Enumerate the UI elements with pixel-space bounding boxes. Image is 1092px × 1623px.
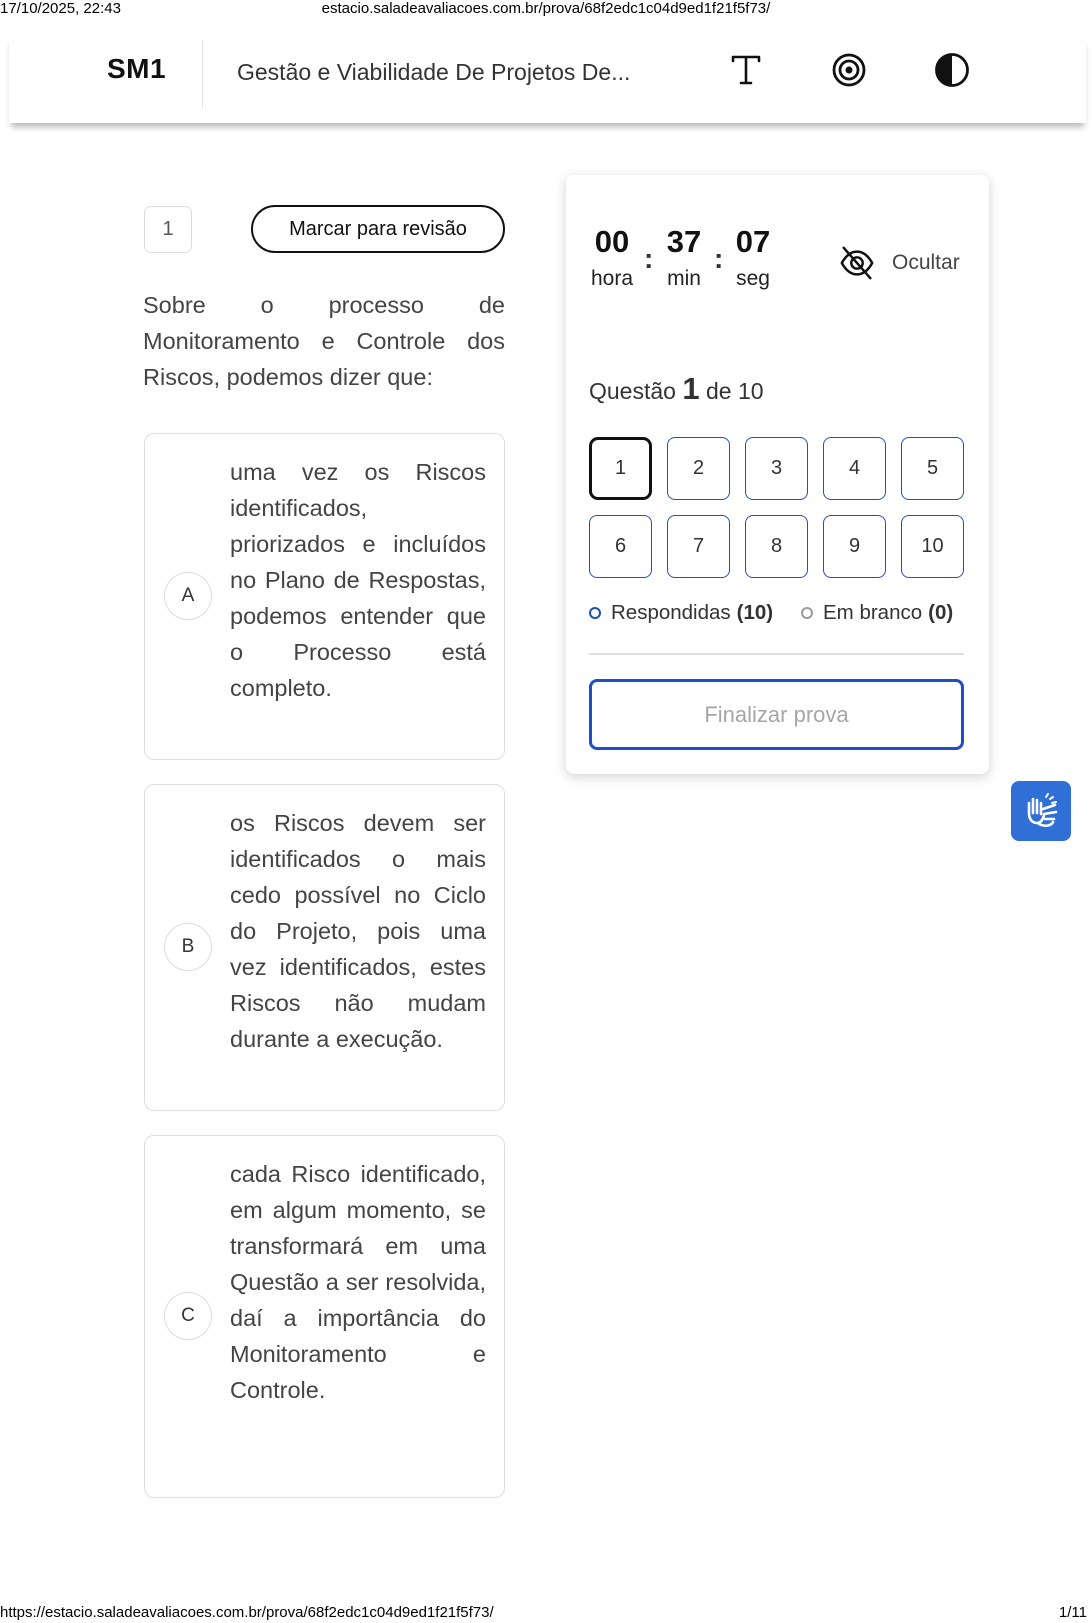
question-nav-button[interactable]: 8	[745, 515, 808, 578]
timer-seconds	[732, 223, 774, 291]
legend-blank-count: (0)	[928, 601, 954, 624]
topbar-divider	[202, 39, 203, 109]
legend-blank-label: Em branco	[823, 601, 923, 624]
print-footer	[0, 1604, 1092, 1623]
finish-exam-button[interactable]: Finalizar prova	[589, 679, 964, 750]
exam-side-panel	[566, 175, 989, 774]
option-text: uma vez os Riscos identificados, priorizados e incluídos no Plano de Respostas, podemos entender que o Processo está completo.	[230, 459, 486, 701]
print-page-number: 1/11	[1058, 1604, 1087, 1621]
contrast-icon[interactable]	[934, 52, 970, 88]
question-nav-button[interactable]: 3	[745, 437, 808, 500]
font-size-icon[interactable]	[728, 52, 764, 88]
question-text: Sobre o processo de Monitoramento e Controle dos Riscos, podemos dizer que:	[143, 292, 505, 390]
question-nav-button[interactable]: 4	[823, 437, 886, 500]
legend-answered-count: (10)	[736, 601, 774, 624]
timer-hours	[588, 223, 636, 291]
logo: SM1	[107, 53, 167, 84]
sign-language-hands-icon	[1021, 791, 1061, 831]
course-title: Gestão e Viabilidade De Projetos De...	[237, 59, 631, 85]
question-nav-button[interactable]: 6	[589, 515, 652, 578]
eye-off-icon	[838, 244, 876, 282]
question-nav-button[interactable]: 1	[589, 437, 652, 500]
timer-seconds-label: seg	[736, 267, 770, 290]
progress-suffix: de 10	[705, 378, 764, 404]
legend-answered	[589, 601, 773, 625]
question-nav-button[interactable]: 7	[667, 515, 730, 578]
option-letter: C	[164, 1292, 212, 1340]
timer-separator: :	[644, 243, 654, 274]
timer-hours-value: 00	[594, 224, 630, 259]
hide-timer-button[interactable]	[838, 243, 960, 283]
sign-language-button[interactable]	[1011, 781, 1071, 841]
timer-minutes-value: 37	[666, 224, 702, 259]
timer-seconds-value: 07	[735, 224, 771, 259]
timer-minutes	[662, 223, 706, 291]
question-nav-button[interactable]: 2	[667, 437, 730, 500]
legend-blank	[801, 601, 953, 625]
option-b[interactable]	[144, 784, 505, 1111]
answered-dot-icon	[589, 607, 601, 619]
option-text: os Riscos devem ser identificados o mais cedo possível no Ciclo do Projeto, pois uma vez identificados, estes Riscos não mudam durante a execução.	[230, 810, 486, 1052]
print-url: estacio.saladeavaliacoes.com.br/prova/68f2edc1c04d9ed1f21f5f73/	[321, 0, 771, 17]
question-nav-button[interactable]: 10	[901, 515, 964, 578]
print-footer-url: https://estacio.saladeavaliacoes.com.br/prova/68f2edc1c04d9ed1f21f5f73/	[0, 1604, 494, 1621]
mark-for-review-button[interactable]: Marcar para revisão	[251, 205, 505, 253]
timer-separator: :	[714, 243, 724, 274]
option-text: cada Risco identificado, em algum momento, se transformará em uma Questão a ser resolvida, daí a importância do Monitoramento e Controle.	[230, 1161, 486, 1403]
timer-hours-label: hora	[590, 267, 634, 290]
panel-divider	[589, 653, 964, 655]
top-bar	[9, 37, 1086, 123]
question-progress	[589, 371, 764, 407]
hide-timer-label: Ocultar	[892, 251, 960, 274]
option-letter: A	[164, 572, 212, 620]
question-nav-button[interactable]: 9	[823, 515, 886, 578]
question-number: 1	[144, 206, 192, 253]
option-a[interactable]	[144, 433, 505, 760]
focus-target-icon[interactable]	[831, 52, 867, 88]
print-datetime: 17/10/2025, 22:43	[0, 0, 121, 17]
progress-prefix: Questão	[589, 378, 676, 404]
legend-answered-label: Respondidas	[611, 601, 731, 624]
print-header	[0, 0, 1092, 20]
progress-current: 1	[682, 371, 700, 406]
blank-dot-icon	[801, 607, 813, 619]
option-c[interactable]	[144, 1135, 505, 1498]
option-letter: B	[164, 923, 212, 971]
timer-minutes-label: min	[667, 267, 701, 290]
question-nav-button[interactable]: 5	[901, 437, 964, 500]
